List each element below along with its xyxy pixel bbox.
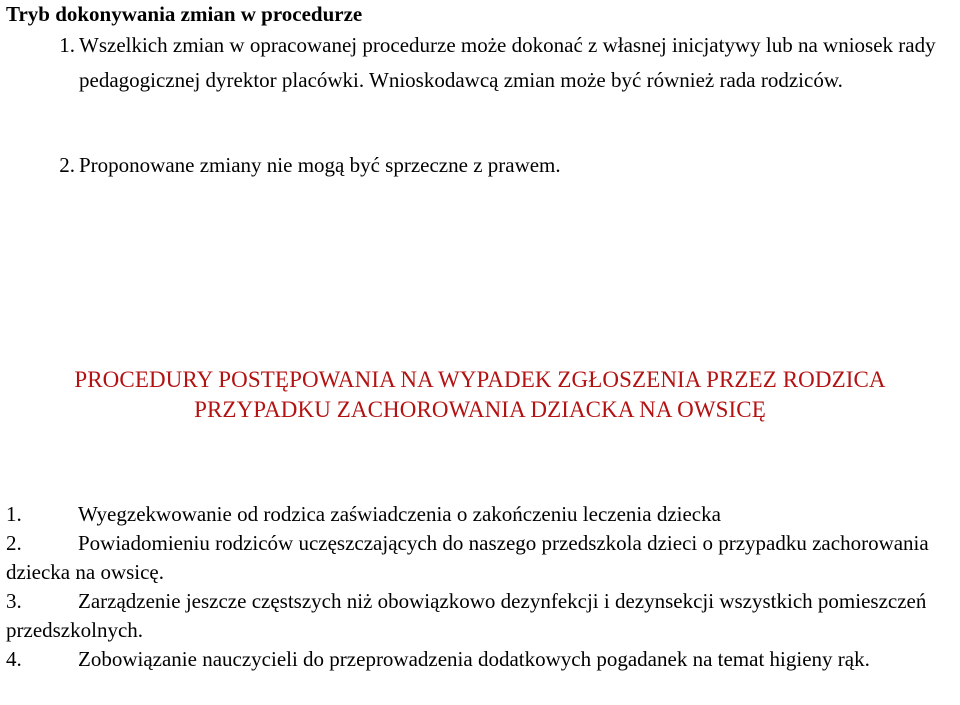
list-item (6, 28, 954, 98)
changes-list-continued (6, 148, 954, 183)
list-item (6, 500, 956, 529)
changes-list (6, 28, 954, 98)
list-item-text: Proponowane zmiany nie mogą być sprzeczne z prawem. (79, 153, 561, 177)
procedure-heading: PROCEDURY POSTĘPOWANIA NA WYPADEK ZGŁOSZENIA PRZEZ RODZICA PRZYPADKU ZACHOROWANIA DZIACKA NA OWSICĘ (74, 367, 886, 422)
list-item-text: Wyegzekwowanie od rodzica zaświadczenia o zakończeniu leczenia dziecka (78, 502, 721, 526)
list-item-text: Zarządzenie jeszcze częstszych niż obowiązkowo dezynfekcji i dezynsekcji wszystkich pomieszczeń przedszkolnych. (6, 589, 927, 642)
list-item-number: 1. (59, 33, 75, 57)
list-item (6, 148, 954, 183)
list-item (6, 529, 956, 587)
list-item (6, 587, 956, 645)
list-item-number: 3. (6, 589, 22, 613)
list-item-text: Zobowiązanie nauczycieli do przeprowadzenia dodatkowych pogadanek na temat higieny rąk. (78, 647, 870, 671)
list-item-number: 1. (6, 502, 22, 526)
list-item-text: Powiadomieniu rodziców uczęszczających do naszego przedszkola dzieci o przypadku zachorowania dziecka na owsicę. (6, 531, 929, 584)
list-item-number: 2. (6, 531, 22, 555)
procedure-steps (6, 500, 956, 674)
list-item-number: 4. (6, 647, 22, 671)
list-item-text: Wszelkich zmian w opracowanej procedurze może dokonać z własnej inicjatywy lub na wniosek rady pedagogicznej dyrektor placówki. Wnioskodawcą zmian może być również rada rodziców. (79, 33, 936, 92)
list-item (6, 645, 956, 674)
list-item-number: 2. (59, 153, 75, 177)
section-title: Tryb dokonywania zmian w procedurze (6, 2, 363, 26)
